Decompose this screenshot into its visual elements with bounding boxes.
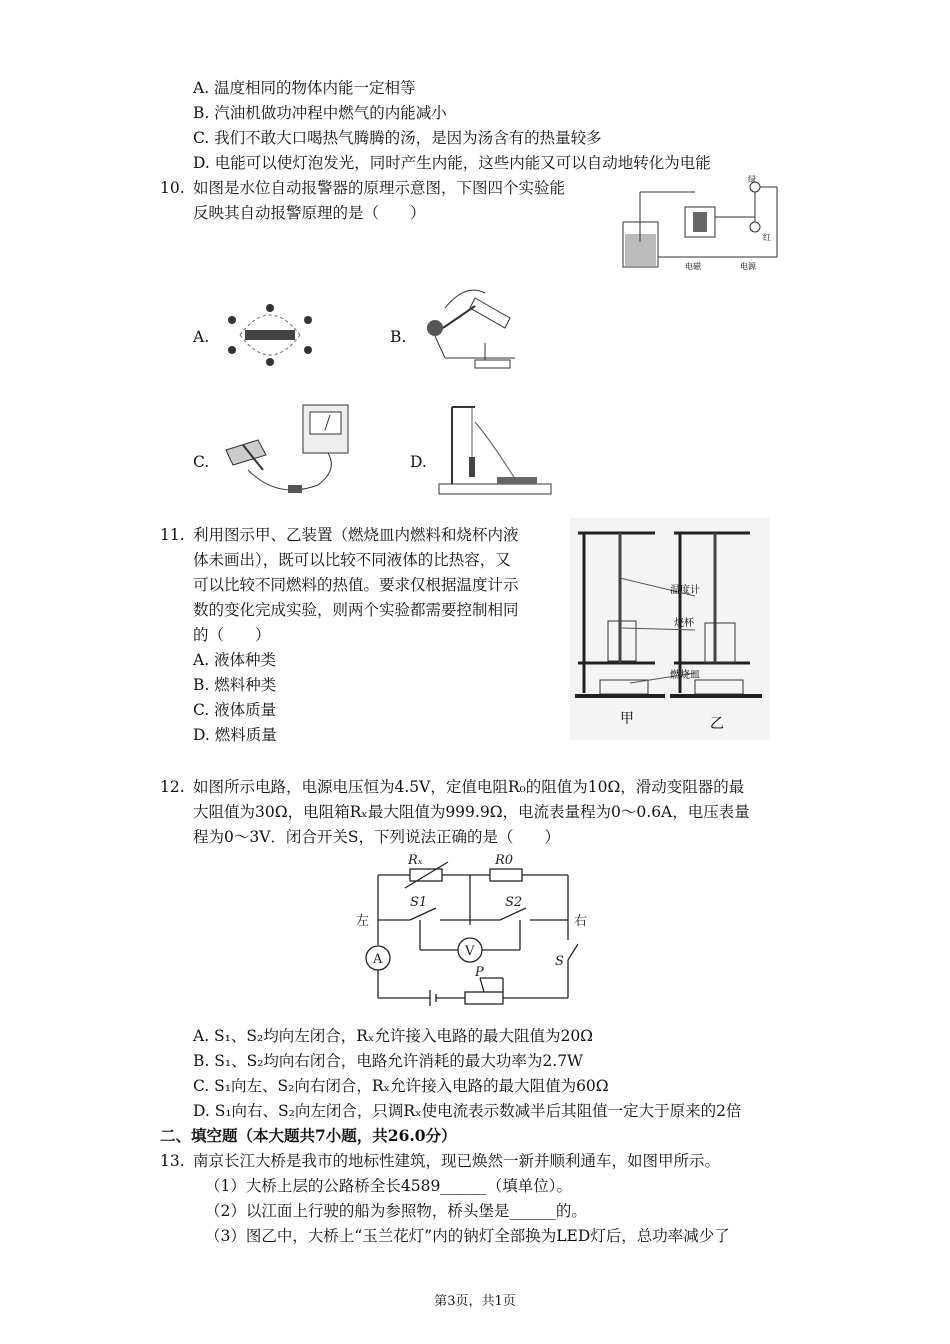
q9-option-a: A. 温度相同的物体内能一定相等 bbox=[193, 79, 416, 97]
section-2-title: 二、填空题（本大题共7小题，共26.0分） bbox=[160, 1126, 457, 1145]
galvanometer-magnet-figure bbox=[218, 400, 353, 500]
voltmeter-label: V bbox=[465, 944, 475, 959]
q9-option-b: B. 汽油机做功冲程中燃气的内能减小 bbox=[193, 104, 447, 122]
q11-stem-line-5: 的（ ） bbox=[193, 626, 271, 644]
current-carrying-wire-figure bbox=[437, 402, 557, 497]
q11-stem-line-1: 利用图示甲、乙装置（燃烧皿内燃料和烧杯内液 bbox=[193, 526, 519, 544]
thermometer-label: 温度计 bbox=[670, 585, 700, 596]
q10-stem-line-1: 如图是水位自动报警器的原理示意图，下图四个实验能 bbox=[193, 179, 566, 197]
green-light-label: 绿 bbox=[748, 175, 756, 184]
q13-sub-1: （1）大桥上层的公路桥全长4589______（填单位）。 bbox=[205, 1177, 573, 1195]
generator-crank-figure bbox=[415, 278, 530, 373]
circuit-right-label: 右 bbox=[574, 914, 588, 929]
circuit-left-label: 左 bbox=[356, 914, 370, 929]
q12-stem-line-2: 大阻值为30Ω，电阻箱Rₓ最大阻值为999.9Ω，电流表量程为0～0.6A，电压表量 bbox=[193, 803, 750, 821]
q12-option-a: A. S₁、S₂均向左闭合，Rₓ允许接入电路的最大阻值为20Ω bbox=[193, 1027, 594, 1045]
q12-option-c: C. S₁向左、S₂向右闭合，Rₓ允许接入电路的最大阻值为60Ω bbox=[193, 1077, 609, 1095]
q11-stem-line-4: 数的变化完成实验，则两个实验都需要控制相同 bbox=[193, 601, 519, 619]
q13-number: 13. bbox=[160, 1152, 185, 1170]
q10-stem-line-2: 反映其自动报警原理的是（ ） bbox=[193, 204, 426, 222]
q11-number: 11. bbox=[160, 526, 185, 544]
q12-option-b: B. S₁、S₂均向右闭合，电路允许消耗的最大功率为2.7W bbox=[193, 1052, 583, 1070]
q9-option-d: D. 电能可以使灯泡发光，同时产生内能，这些内能又可以自动地转化为电能 bbox=[193, 154, 711, 172]
rheostat-slider-label: P bbox=[475, 965, 484, 980]
circuit-s1-label: S1 bbox=[410, 895, 428, 910]
q11-option-a: A. 液体种类 bbox=[193, 651, 277, 669]
q13-sub-2: （2）以江面上行驶的船为参照物，桥头堡是______的。 bbox=[205, 1202, 587, 1220]
beaker-label: 烧杯 bbox=[674, 618, 694, 629]
q12-option-d: D. S₁向右、S₂向左闭合，只调Rₓ使电流表示数减半后其阻值一定大于原来的2倍 bbox=[193, 1102, 742, 1120]
apparatus-jia-label: 甲 bbox=[620, 711, 634, 727]
q12-number: 12. bbox=[160, 778, 185, 796]
q10-number: 10. bbox=[160, 179, 185, 197]
electromagnet-label: 电磁 bbox=[685, 262, 701, 271]
q13-stem: 南京长江大桥是我市的地标性建筑，现已焕然一新并顺利通车，如图甲所示。 bbox=[193, 1152, 721, 1170]
power-source-label: 电源 bbox=[740, 262, 756, 271]
q10-option-b: B. bbox=[390, 328, 407, 346]
circuit-diagram bbox=[350, 850, 600, 1010]
q13-sub-3: （3）图乙中，大桥上“玉兰花灯”内的钠灯全部换为LED灯后，总功率减少了 bbox=[205, 1227, 730, 1245]
q11-option-b: B. 燃料种类 bbox=[193, 676, 277, 694]
circuit-r0-label: R0 bbox=[495, 853, 514, 868]
q12-stem-line-3: 程为0～3V．闭合开关S，下列说法正确的是（ ） bbox=[193, 828, 561, 846]
heating-apparatus-figure bbox=[570, 518, 770, 740]
q11-option-c: C. 液体质量 bbox=[193, 701, 277, 719]
apparatus-yi-label: 乙 bbox=[710, 716, 724, 732]
page-footer: 第3页，共1页 bbox=[434, 1294, 516, 1309]
q11-stem-line-3: 可以比较不同燃料的热值。要求仅根据温度计示 bbox=[193, 576, 519, 594]
q11-option-d: D. 燃料质量 bbox=[193, 726, 277, 744]
water-alarm-diagram bbox=[615, 172, 785, 272]
circuit-switch-s-label: S bbox=[555, 954, 564, 969]
q10-option-c: C. bbox=[193, 453, 210, 471]
q12-stem-line-1: 如图所示电路，电源电压恒为4.5V，定值电阻R₀的阻值为10Ω，滑动变阻器的最 bbox=[193, 778, 745, 796]
bar-magnet-field-figure bbox=[220, 300, 320, 370]
circuit-s2-label: S2 bbox=[505, 895, 523, 910]
ammeter-label: A bbox=[373, 952, 383, 967]
q10-option-d: D. bbox=[410, 453, 427, 471]
red-light-label: 红 bbox=[763, 233, 771, 242]
circuit-rx-label: Rₓ bbox=[408, 853, 423, 868]
q9-option-c: C. 我们不敢大口喝热气腾腾的汤，是因为汤含有的热量较多 bbox=[193, 129, 602, 147]
burner-label: 燃烧皿 bbox=[670, 670, 700, 681]
q11-stem-line-2: 体未画出），既可以比较不同液体的比热容，又 bbox=[193, 551, 511, 569]
q10-option-a: A. bbox=[193, 328, 210, 346]
